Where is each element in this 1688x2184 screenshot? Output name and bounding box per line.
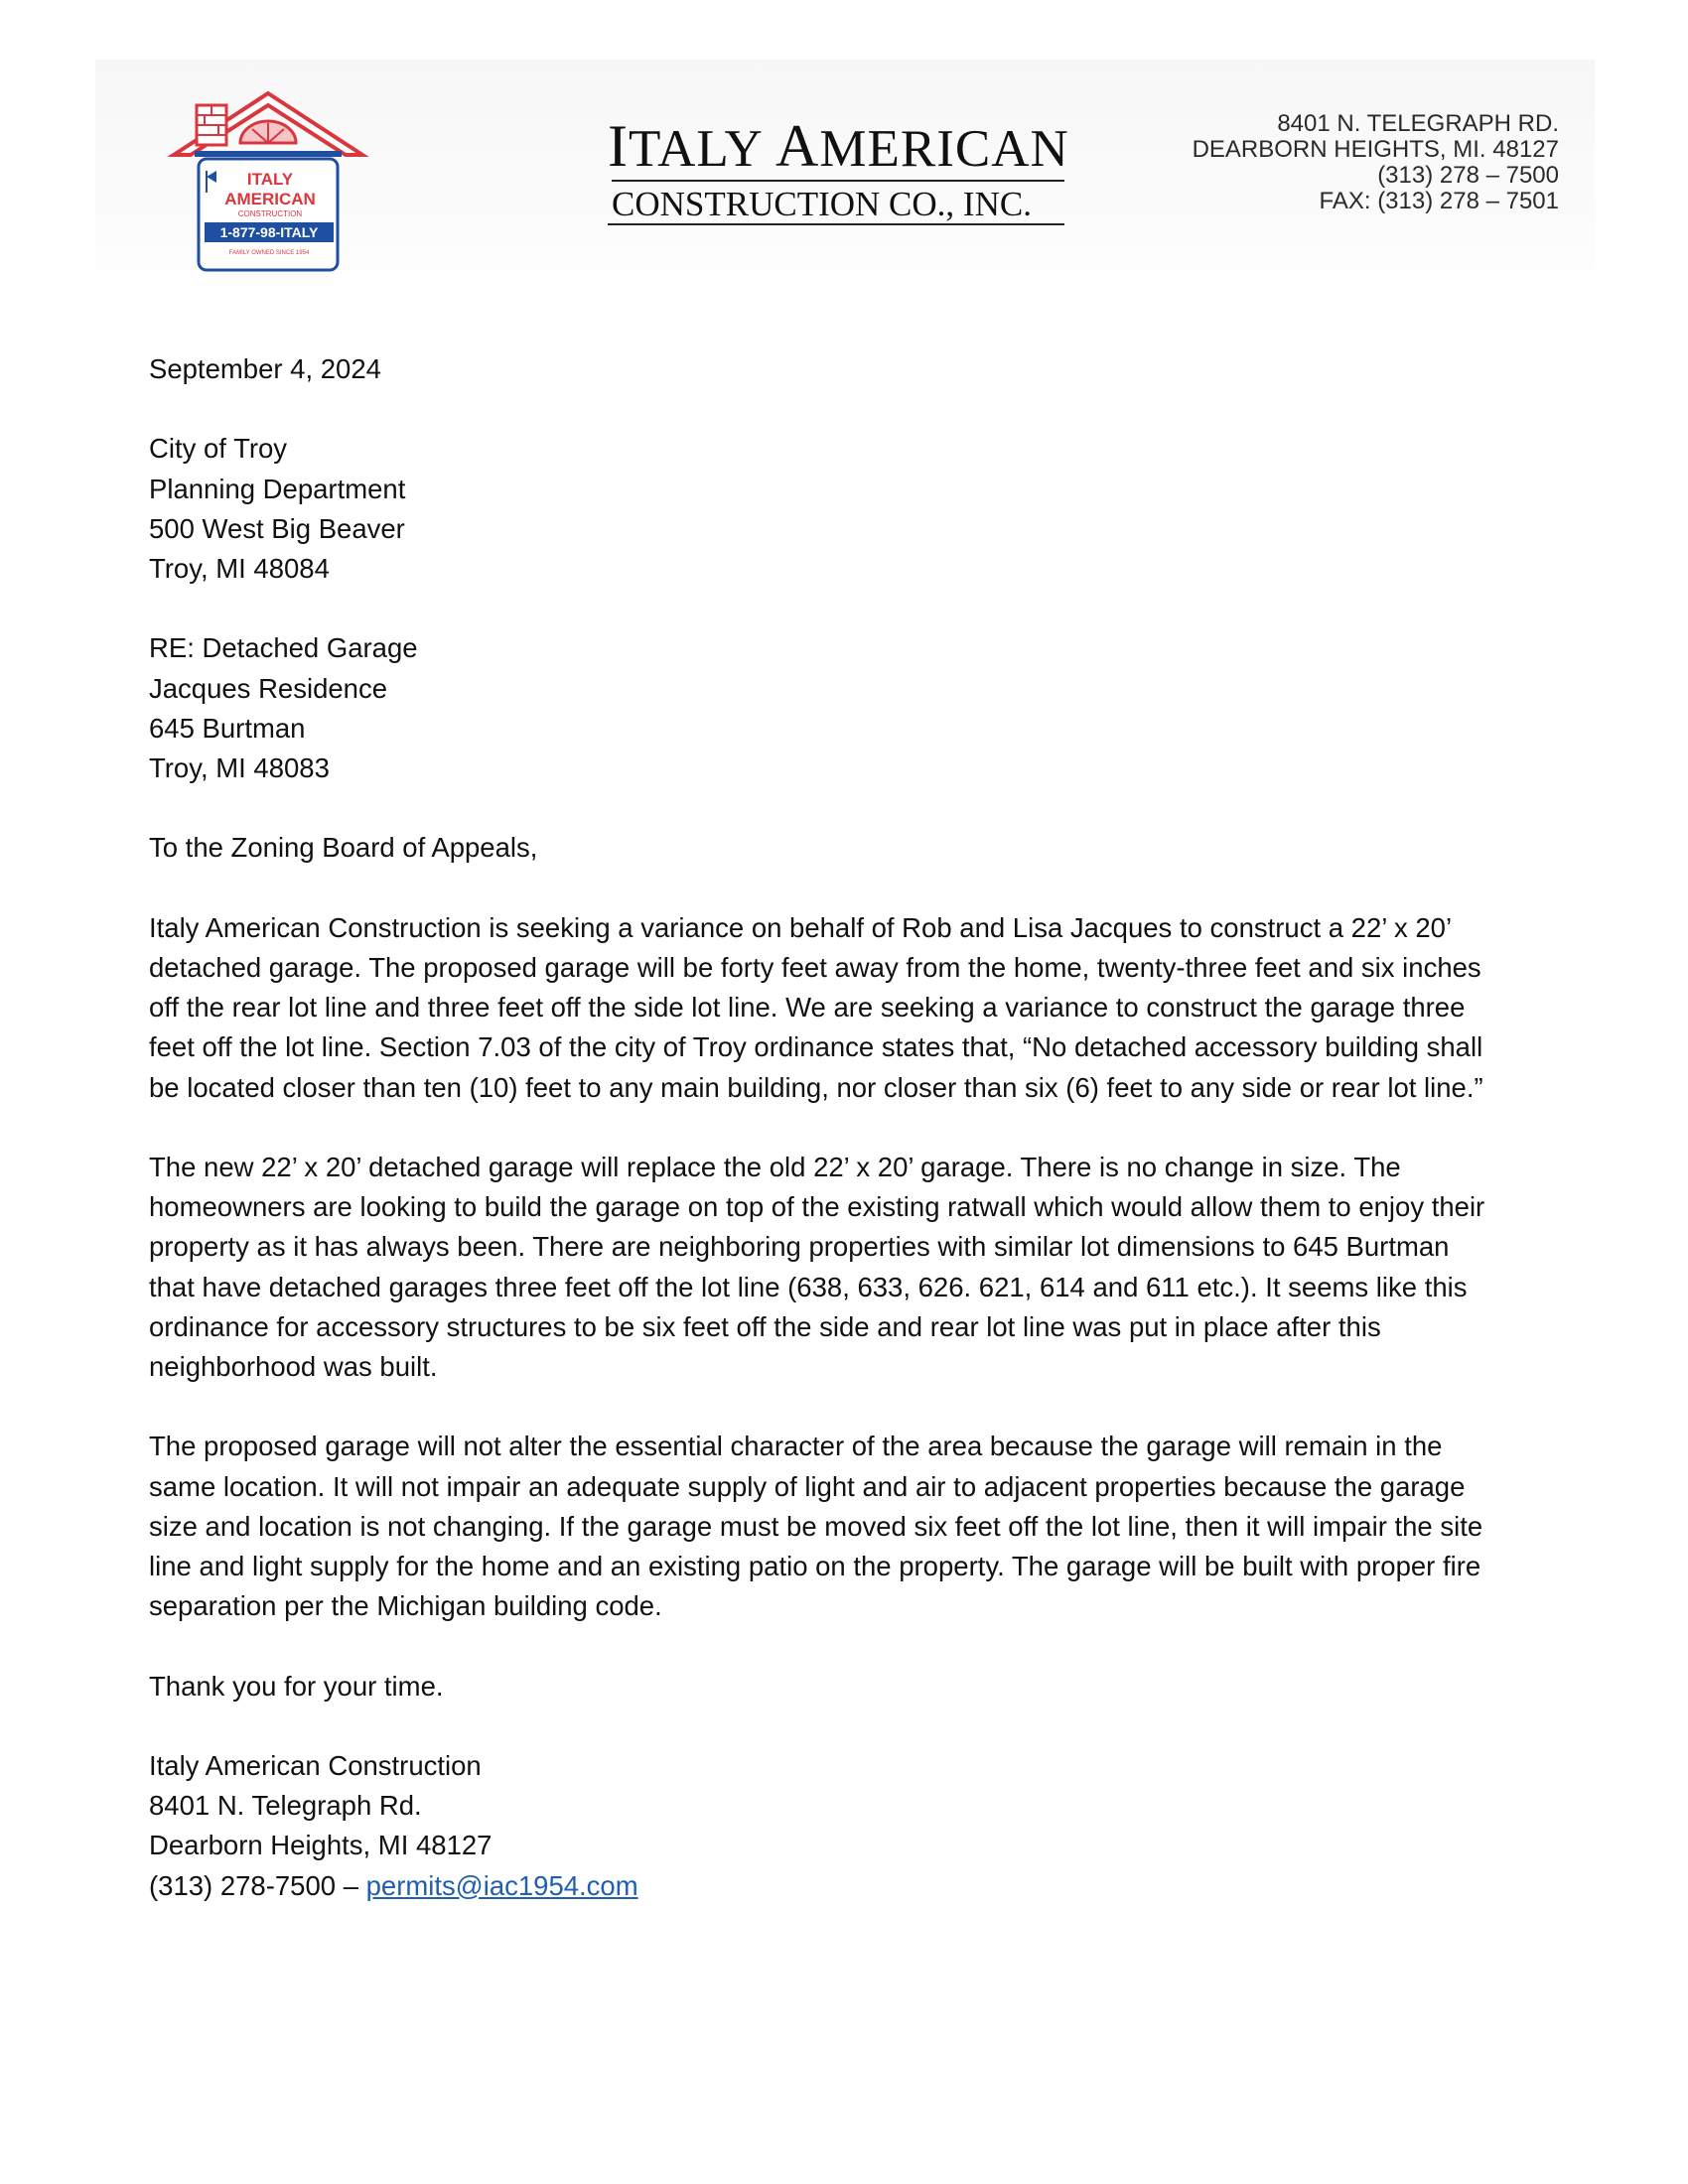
re-line: Troy, MI 48083 xyxy=(149,752,330,783)
recipient-line: City of Troy xyxy=(149,433,288,465)
recipient-line: 500 West Big Beaver xyxy=(149,512,405,544)
paragraph-line: property as it has always been. There are neighboring properties with similar lot dimensions to 645 Burtman xyxy=(149,1231,1450,1263)
re-line: RE: Detached Garage xyxy=(149,632,418,664)
paragraph-line: The new 22’ x 20’ detached garage will replace the old 22’ x 20’ garage. There is no change in size. The xyxy=(149,1151,1401,1182)
paragraph-line: off the rear lot line and three feet off the side lot line. We are seeking a variance to construct the garage three xyxy=(149,992,1466,1024)
letter-body xyxy=(149,349,1559,1906)
recipient-line: Planning Department xyxy=(149,473,406,504)
paragraph-line: ordinance for accessory structures to be six feet off the side and rear lot line was put in place after this xyxy=(149,1310,1381,1342)
paragraph-1 xyxy=(149,908,1559,1108)
paragraph-line: same location. It will not impair an adequate supply of light and air to adjacent properties because the garage xyxy=(149,1470,1466,1502)
signature-name: Italy American Construction xyxy=(149,1749,482,1781)
signature-contact xyxy=(149,1866,1559,1906)
signature-block xyxy=(149,1746,1559,1906)
paragraph-line: that have detached garages three feet off the lot line (638, 633, 626. 621, 614 and 611 etc.). It seems like this xyxy=(149,1271,1468,1302)
letterhead-phone: (313) 278 – 7500 xyxy=(1377,162,1559,189)
re-line: Jacques Residence xyxy=(149,672,388,704)
paragraph-line: homeowners are looking to build the garage on top of the existing ratwall which would allow them to enjoy their xyxy=(149,1191,1485,1223)
logo-tagline: FAMILY OWNED SINCE 1954 xyxy=(228,250,310,256)
paragraph-line: feet off the lot line. Section 7.03 of the city of Troy ordinance states that, “No detached accessory building shall xyxy=(149,1031,1483,1063)
logo-text-italy: ITALY xyxy=(246,170,294,189)
paragraph-line: line and light supply for the home and an existing patio on the property. The garage will be built with proper fire xyxy=(149,1551,1481,1581)
paragraph-line: neighborhood was built. xyxy=(149,1351,438,1382)
signature-city: Dearborn Heights, MI 48127 xyxy=(149,1830,492,1861)
letterhead-address xyxy=(1193,111,1559,214)
paragraph-line: separation per the Michigan building code. xyxy=(149,1590,662,1622)
recipient-block xyxy=(149,429,1559,589)
letterhead-fax: FAX: (313) 278 – 7501 xyxy=(1319,188,1559,214)
signature-phone: (313) 278-7500 – xyxy=(149,1869,366,1901)
paragraph-line: be located closer than ten (10) feet to any main building, nor closer than six (6) feet to any side or rear lot line.” xyxy=(149,1071,1483,1103)
paragraph-line: Italy American Construction is seeking a variance on behalf of Rob and Lisa Jacques to construct a 22’ x 20’ xyxy=(149,911,1453,943)
company-name xyxy=(608,113,1069,225)
re-line: 645 Burtman xyxy=(149,712,306,744)
letter-date: September 4, 2024 xyxy=(149,353,381,384)
company-name-line2: CONSTRUCTION CO., INC. xyxy=(608,186,1064,225)
company-name-line1: ITALY AMERICAN xyxy=(608,113,1069,179)
re-block xyxy=(149,628,1559,788)
logo-text-construction: CONSTRUCTION xyxy=(237,209,303,218)
letterhead-city: DEARBORN HEIGHTS, MI. 48127 xyxy=(1192,136,1559,163)
paragraph-line: detached garage. The proposed garage will be forty feet away from the home, twenty-three feet and six inches xyxy=(149,951,1481,983)
paragraph-3 xyxy=(149,1427,1559,1626)
closing: Thank you for your time. xyxy=(149,1670,444,1702)
signature-street: 8401 N. Telegraph Rd. xyxy=(149,1790,422,1822)
paragraph-line: The proposed garage will not alter the essential character of the area because the garage will remain in the xyxy=(149,1431,1443,1462)
logo-phone: 1-877-98-ITALY xyxy=(219,224,319,240)
salutation: To the Zoning Board of Appeals, xyxy=(149,832,538,864)
recipient-line: Troy, MI 48084 xyxy=(149,553,330,584)
company-name-rule xyxy=(612,180,1064,182)
email-link[interactable]: permits@iac1954.com xyxy=(365,1869,638,1901)
company-logo xyxy=(159,85,377,279)
paragraph-2 xyxy=(149,1148,1559,1387)
letterhead-street: 8401 N. TELEGRAPH RD. xyxy=(1277,110,1559,137)
paragraph-line: size and location is not changing. If the garage must be moved six feet off the lot line, then it will impair the site xyxy=(149,1510,1483,1542)
logo-text-american: AMERICAN xyxy=(224,190,316,208)
